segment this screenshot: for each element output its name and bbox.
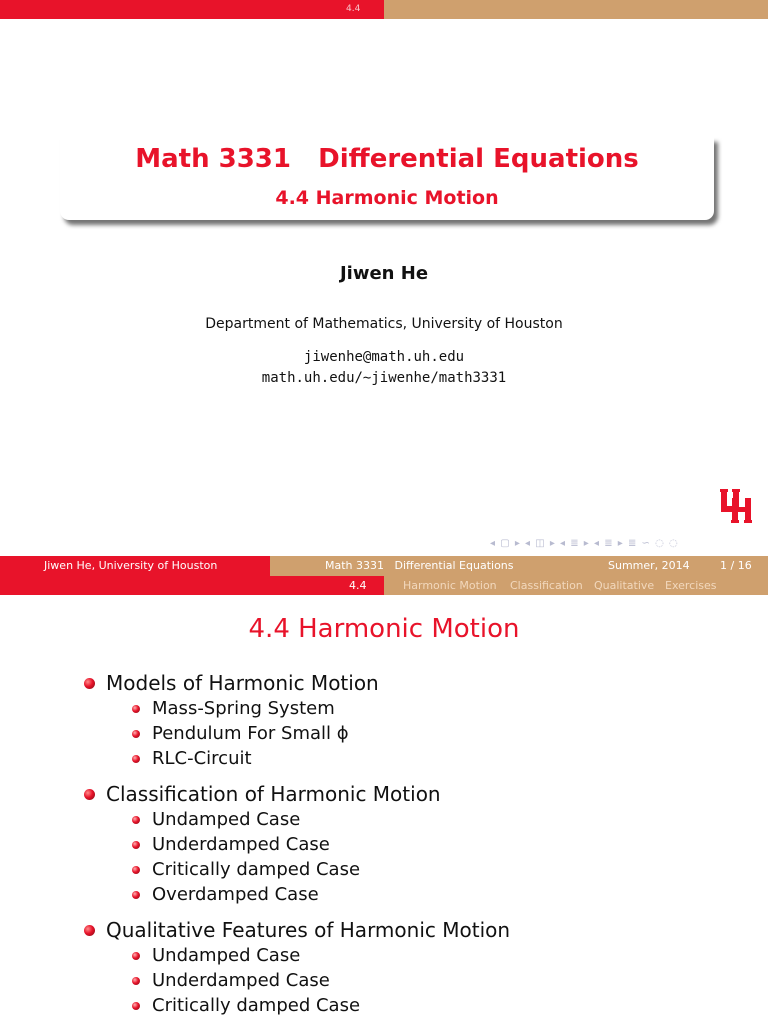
- navigation-controls[interactable]: ◂ ▢ ▸ ◂ ◫ ▸ ◂ ≣ ▸ ◂ ≣ ▸ ≣ ∽ ◌ ◌: [490, 538, 679, 549]
- bullet-icon: [132, 730, 140, 738]
- footer-bar: [0, 556, 768, 576]
- department: Department of Mathematics, University of Houston: [205, 316, 563, 332]
- list-item: [82, 670, 722, 696]
- bullet-icon: [84, 789, 95, 800]
- nav-classification[interactable]: Classification: [510, 579, 583, 592]
- bullet-icon: [132, 816, 140, 824]
- outline-list: [82, 670, 722, 1018]
- slide1-top-bar: [0, 0, 768, 19]
- nav-exercises[interactable]: Exercises: [665, 579, 717, 592]
- uh-logo: [720, 488, 752, 524]
- presentation-subtitle: 4.4 Harmonic Motion: [275, 187, 499, 209]
- sub-item-label: Underdamped Case: [152, 834, 330, 855]
- bullet-icon: [132, 755, 140, 763]
- email-address: jiwenhe@math.uh.edu: [303, 349, 465, 365]
- sub-item-label: Undamped Case: [152, 945, 301, 966]
- sub-list-item: [82, 857, 722, 882]
- nav-harmonic-motion[interactable]: Harmonic Motion: [403, 579, 497, 592]
- item-label: Qualitative Features of Harmonic Motion: [106, 918, 511, 942]
- sub-list-item: [82, 696, 722, 721]
- sub-item-label: Underdamped Case: [152, 970, 330, 991]
- item-label: Models of Harmonic Motion: [106, 671, 379, 695]
- sub-item-label: RLC-Circuit: [152, 748, 252, 769]
- bullet-icon: [132, 891, 140, 899]
- sub-list-item: [82, 807, 722, 832]
- footer-term: Summer, 2014: [608, 559, 690, 572]
- list-item: [82, 917, 722, 943]
- top-bar-red: [0, 0, 384, 19]
- bullet-icon: [132, 705, 140, 713]
- bullet-icon: [132, 841, 140, 849]
- sub-item-label: Undamped Case: [152, 809, 301, 830]
- bullet-icon: [132, 952, 140, 960]
- sub-list-item: [82, 832, 722, 857]
- top-bar-tan: [384, 0, 768, 19]
- top-bar-red: [0, 576, 384, 595]
- footer-course: Math 3331 Differential Equations: [325, 559, 514, 572]
- slide-title: 4.4 Harmonic Motion: [248, 614, 520, 644]
- bullet-icon: [132, 1002, 140, 1010]
- bullet-icon: [84, 925, 95, 936]
- section-tag[interactable]: 4.4: [349, 579, 367, 592]
- bullet-icon: [132, 866, 140, 874]
- sub-list-item: [82, 746, 722, 771]
- sub-item-label: Critically damped Case: [152, 859, 361, 880]
- author-name: Jiwen He: [339, 263, 429, 284]
- section-tag[interactable]: 4.4: [346, 4, 361, 14]
- sub-list-item: [82, 721, 722, 746]
- sub-item-label: Pendulum For Small ϕ: [152, 723, 349, 744]
- item-label: Classification of Harmonic Motion: [106, 782, 441, 806]
- sub-item-label: Critically damped Case: [152, 995, 361, 1016]
- sub-item-label: Overdamped Case: [152, 884, 319, 905]
- website-url: math.uh.edu/∼jiwenhe/math3331: [261, 370, 507, 386]
- footer-author: Jiwen He, University of Houston: [44, 559, 218, 572]
- list-item: [82, 781, 722, 807]
- sub-item-label: Mass-Spring System: [152, 698, 335, 719]
- bullet-icon: [132, 977, 140, 985]
- nav-qualitative[interactable]: Qualitative: [594, 579, 655, 592]
- sub-list-item: [82, 943, 722, 968]
- sub-list-item: [82, 882, 722, 907]
- slide2-top-bar: [0, 576, 768, 595]
- footer-page: 1 / 16: [720, 559, 752, 572]
- sub-list-item: [82, 993, 722, 1018]
- bullet-icon: [84, 678, 95, 689]
- presentation-title: Math 3331 Differential Equations: [135, 144, 639, 174]
- sub-list-item: [82, 968, 722, 993]
